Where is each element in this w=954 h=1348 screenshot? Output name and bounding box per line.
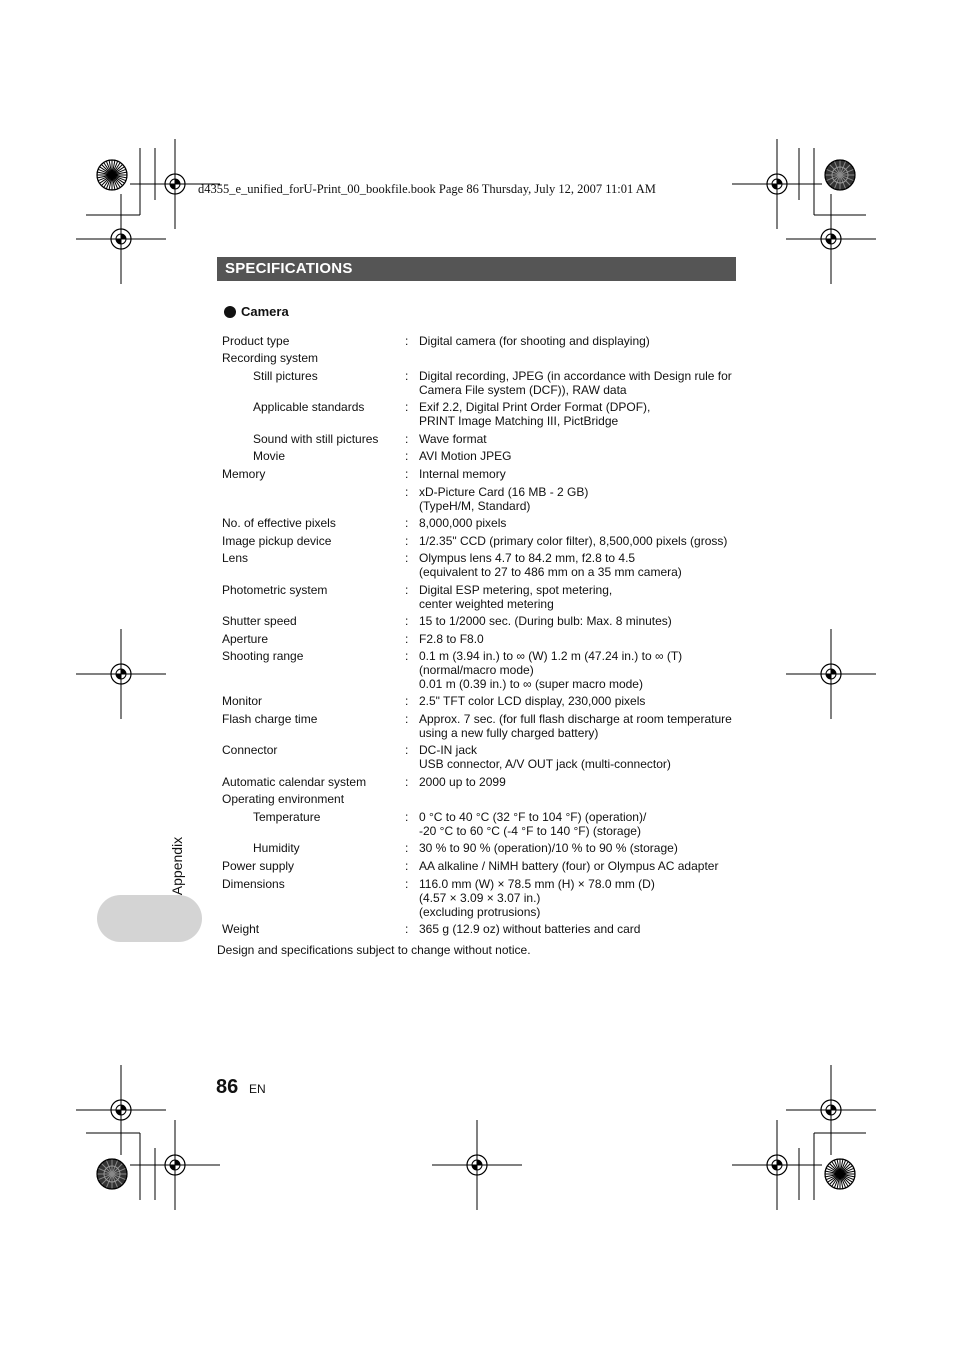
spec-value: [419, 775, 506, 789]
spec-colon: :: [405, 485, 409, 499]
spec-colon: :: [405, 449, 409, 463]
spec-value: [419, 877, 655, 919]
spec-value-line: xD-Picture Card (16 MB - 2 GB): [419, 485, 589, 499]
spec-value-line: AA alkaline / NiMH battery (four) or Olympus AC adapter: [419, 859, 719, 873]
spec-value-line: 116.0 mm (W) × 78.5 mm (H) × 78.0 mm (D): [419, 877, 655, 891]
spec-value: [419, 712, 732, 740]
spec-value-line: USB connector, A/V OUT jack (multi-connector): [419, 757, 671, 771]
spec-label: Shooting range: [222, 649, 304, 663]
spec-value: [419, 534, 727, 548]
spec-value-line: 0.1 m (3.94 in.) to ∞ (W) 1.2 m (47.24 in.) to ∞ (T): [419, 649, 683, 663]
spec-value: [419, 551, 682, 579]
spec-colon: :: [405, 877, 409, 891]
spec-value-line: using a new fully charged battery): [419, 726, 599, 740]
spec-label: Weight: [222, 922, 260, 936]
spec-value: [419, 449, 511, 463]
spec-label: Operating environment: [222, 792, 345, 806]
spec-label: Flash charge time: [222, 712, 318, 726]
spec-value: [419, 810, 646, 838]
spec-value: [419, 583, 612, 611]
spec-colon: :: [405, 694, 409, 708]
spec-label: Aperture: [222, 632, 269, 646]
spec-value: [419, 432, 487, 446]
spec-value-line: Exif 2.2, Digital Print Order Format (DPOF),: [419, 400, 651, 414]
spec-value-line: 2000 up to 2099: [419, 775, 506, 789]
spec-colon: :: [405, 614, 409, 628]
spec-value-line: 15 to 1/2000 sec. (During bulb: Max. 8 minutes): [419, 614, 672, 628]
spec-value: [419, 467, 506, 481]
spec-value-line: center weighted metering: [419, 597, 554, 611]
section-title: SPECIFICATIONS: [217, 257, 736, 281]
spec-label: Product type: [222, 334, 290, 348]
spec-colon: :: [405, 432, 409, 446]
spec-label: Memory: [222, 467, 266, 481]
spec-value: [419, 694, 645, 708]
spec-value-line: 30 % to 90 % (operation)/10 % to 90 % (storage): [419, 841, 678, 855]
side-tab: [97, 895, 202, 942]
spec-value-line: (TypeH/M, Standard): [419, 499, 531, 513]
footnote: Design and specifications subject to change without notice.: [217, 943, 531, 957]
spec-value-line: -20 °C to 60 °C (-4 °F to 140 °F) (storage): [419, 824, 641, 838]
spec-colon: :: [405, 743, 409, 757]
spec-colon: :: [405, 534, 409, 548]
spec-value-line: AVI Motion JPEG: [419, 449, 512, 463]
spec-value-line: F2.8 to F8.0: [419, 632, 484, 646]
spec-label: Shutter speed: [222, 614, 297, 628]
spec-value: [419, 485, 588, 513]
spec-value-line: Approx. 7 sec. (for full flash discharge at room temperature: [419, 712, 732, 726]
subsection-title: Camera: [241, 304, 289, 319]
spec-label: Monitor: [222, 694, 263, 708]
spec-colon: :: [405, 467, 409, 481]
spec-label: Photometric system: [222, 583, 328, 597]
spec-label: No. of effective pixels: [222, 516, 336, 530]
spec-value-line: (equivalent to 27 to 486 mm on a 35 mm camera): [419, 565, 682, 579]
spec-value: [419, 743, 671, 771]
spec-label: Applicable standards: [253, 400, 365, 414]
spec-value-line: 0.01 m (0.39 in.) to ∞ (super macro mode): [419, 677, 643, 691]
spec-label: Image pickup device: [222, 534, 332, 548]
spec-colon: :: [405, 400, 409, 414]
spec-colon: :: [405, 859, 409, 873]
spec-value-line: Digital recording, JPEG (in accordance with Design rule for: [419, 369, 732, 383]
side-tab-label: Appendix: [169, 836, 185, 896]
spec-value-line: Camera File system (DCF)), RAW data: [419, 383, 627, 397]
page-language: EN: [249, 1082, 266, 1096]
spec-value-line: 365 g (12.9 oz) without batteries and card: [419, 922, 641, 936]
spec-label: Movie: [253, 449, 286, 463]
spec-value: [419, 632, 484, 646]
spec-value: [419, 614, 672, 628]
spec-label: Recording system: [222, 351, 319, 365]
spec-label: Temperature: [253, 810, 321, 824]
spec-value-line: Digital camera (for shooting and displaying): [419, 334, 650, 348]
spec-value-line: Wave format: [419, 432, 487, 446]
spec-colon: :: [405, 516, 409, 530]
spec-value-line: DC-IN jack: [419, 743, 478, 757]
spec-colon: :: [405, 810, 409, 824]
page-number: 86: [216, 1076, 239, 1098]
spec-value-line: (4.57 × 3.09 × 3.07 in.): [419, 891, 541, 905]
spec-value-line: Digital ESP metering, spot metering,: [419, 583, 613, 597]
spec-colon: :: [405, 649, 409, 663]
spec-value: [419, 649, 682, 691]
spec-value-line: (normal/macro mode): [419, 663, 534, 677]
spec-value: [419, 516, 506, 530]
spec-value: [419, 369, 732, 397]
spec-label: Humidity: [253, 841, 300, 855]
spec-value-line: 8,000,000 pixels: [419, 516, 507, 530]
spec-colon: :: [405, 583, 409, 597]
spec-value-line: 1/2.35" CCD (primary color filter), 8,500,000 pixels (gross): [419, 534, 728, 548]
spec-label: Dimensions: [222, 877, 285, 891]
spec-value: [419, 400, 650, 428]
spec-value-line: PRINT Image Matching III, PictBridge: [419, 414, 619, 428]
spec-label: Lens: [222, 551, 249, 565]
spec-value-line: 2.5" TFT color LCD display, 230,000 pixels: [419, 694, 646, 708]
spec-label: Automatic calendar system: [222, 775, 367, 789]
spec-value-line: Olympus lens 4.7 to 84.2 mm, f2.8 to 4.5: [419, 551, 636, 565]
spec-colon: :: [405, 841, 409, 855]
spec-label: Sound with still pictures: [253, 432, 379, 446]
spec-colon: :: [405, 712, 409, 726]
subsection-heading: [224, 304, 289, 320]
spec-label: Power supply: [222, 859, 295, 873]
spec-colon: :: [405, 334, 409, 348]
spec-colon: :: [405, 775, 409, 789]
spec-value-line: (excluding protrusions): [419, 905, 541, 919]
spec-value: [419, 334, 650, 348]
spec-value: [419, 859, 718, 873]
spec-value-line: 0 °C to 40 °C (32 °F to 104 °F) (operation)/: [419, 810, 647, 824]
spec-value: [419, 841, 678, 855]
spec-label: Still pictures: [253, 369, 318, 383]
print-header-line: d4355_e_unified_forU-Print_00_bookfile.book Page 86 Thursday, July 12, 2007 11:01 AM: [198, 182, 656, 196]
spec-colon: :: [405, 369, 409, 383]
spec-colon: :: [405, 551, 409, 565]
bullet-dot-icon: [224, 306, 236, 318]
spec-label: Connector: [222, 743, 278, 757]
spec-value-line: Internal memory: [419, 467, 506, 481]
spec-value: [419, 922, 640, 936]
spec-colon: :: [405, 922, 409, 936]
spec-colon: :: [405, 632, 409, 646]
